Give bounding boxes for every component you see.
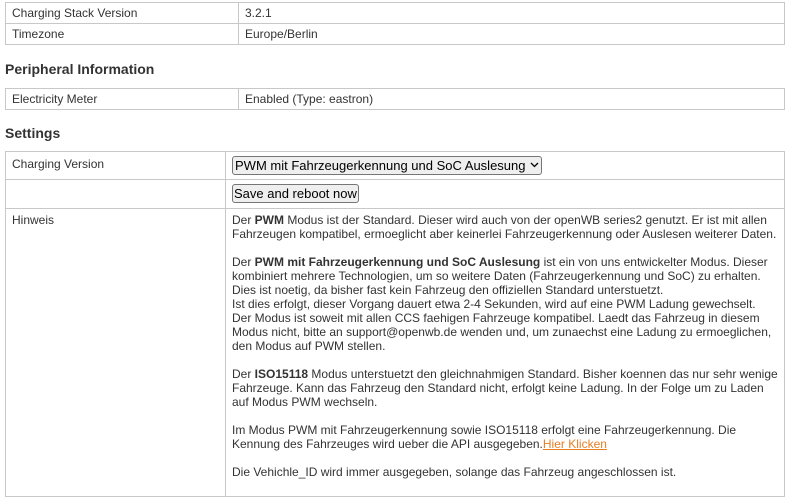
save-button-cell [226, 180, 785, 209]
hint-bold: PWM [254, 213, 284, 227]
peripheral-table [5, 88, 785, 110]
hint-paragraph-pwm-soc [232, 255, 778, 353]
charging-version-cell [226, 152, 785, 180]
save-reboot-button[interactable]: Save and reboot now [234, 186, 357, 201]
hier-klicken-link[interactable]: Hier Klicken [542, 437, 607, 451]
settings-section-title: Settings [5, 125, 61, 141]
row-label: Electricity Meter [6, 89, 239, 110]
hint-bold: ISO15118 [254, 367, 309, 381]
empty-label-cell [6, 180, 226, 209]
hint-text-span: Der [232, 213, 255, 227]
peripheral-section-title: Peripheral Information [5, 61, 155, 77]
row-value: Enabled (Type: eastron) [239, 89, 785, 110]
hint-text-span: Der [232, 367, 255, 381]
table-row [6, 3, 785, 24]
charging-version-label: Charging Version [6, 152, 226, 180]
row-value: Europe/Berlin [239, 24, 785, 45]
hint-text-span: Modus unterstuetzt den gleichnahmigen Standard. Bisher koennen das nur sehr wenige Fahrzeuge. Kann das Fahrzeug den Standard nicht, erfolgt keine Ladung. In der Folge um zu Laden auf Modus PWM wechseln. [232, 367, 778, 409]
hint-text-span: Der [232, 255, 255, 269]
table-row [6, 24, 785, 45]
table-row [6, 89, 785, 110]
charging-version-select[interactable] [232, 156, 542, 175]
chevron-down-icon [530, 157, 539, 174]
hint-label: Hinweis [6, 209, 226, 497]
row-label: Timezone [6, 24, 239, 45]
hint-paragraph-vehicle-id [232, 465, 778, 479]
hint-paragraph-iso [232, 367, 778, 409]
row-label: Charging Stack Version [6, 3, 239, 24]
table-row [6, 152, 785, 180]
hint-paragraph-pwm [232, 213, 778, 241]
charging-version-selected: PWM mit Fahrzeugerkennung und SoC Auslesung [235, 158, 526, 173]
hint-text [226, 209, 785, 497]
hint-text-span: Im Modus PWM mit Fahrzeugerkennung sowie ISO15118 erfolgt eine Fahrzeugerkennung. Die Kennung des Fahrzeuges wird ueber die API ausgegeben. [232, 423, 737, 451]
hint-text-span: ist ein von uns entwickelter Modus. Dieser kombiniert mehrere Technologien, um so weitere Daten (Fahrzeugerkennung und SoC) zu erhalten. Dies ist noetig, da bisher fast kein Fahrzeug den offiziellen Standard unterstuetzt. [232, 255, 768, 297]
row-value: 3.2.1 [239, 3, 785, 24]
settings-table [5, 151, 785, 497]
hint-text-span: Modus ist der Standard. Dieser wird auch von der openWB series2 genutzt. Er ist mit allen Fahrzeugen kompatibel, ermoeglicht aber keinerlei Fahrzeugerkennung oder Auslesen weiterer Daten. [232, 213, 777, 241]
hint-text-span: Die Vehichle_ID wird immer ausgegeben, solange das Fahrzeug angeschlossen ist. [232, 465, 677, 479]
system-info-table [5, 2, 785, 45]
table-row [6, 209, 785, 497]
hint-text-span: Ist dies erfolgt, dieser Vorgang dauert etwa 2-4 Sekunden, wird auf eine PWM Ladung gewechselt. Der Modus ist soweit mit allen CCS faehigen Fahrzeuge kompatibel. Laedt das Fahrzeug in diesem Modus nicht, bitte an support@openwb.de wenden und, um zunaechst eine Ladung zu ermoeglichen, den Modus auf PWM stellen. [232, 297, 772, 353]
table-row [6, 180, 785, 209]
hint-bold: PWM mit Fahrzeugerkennung und SoC Auslesung [254, 255, 541, 269]
hint-paragraph-api [232, 423, 778, 451]
